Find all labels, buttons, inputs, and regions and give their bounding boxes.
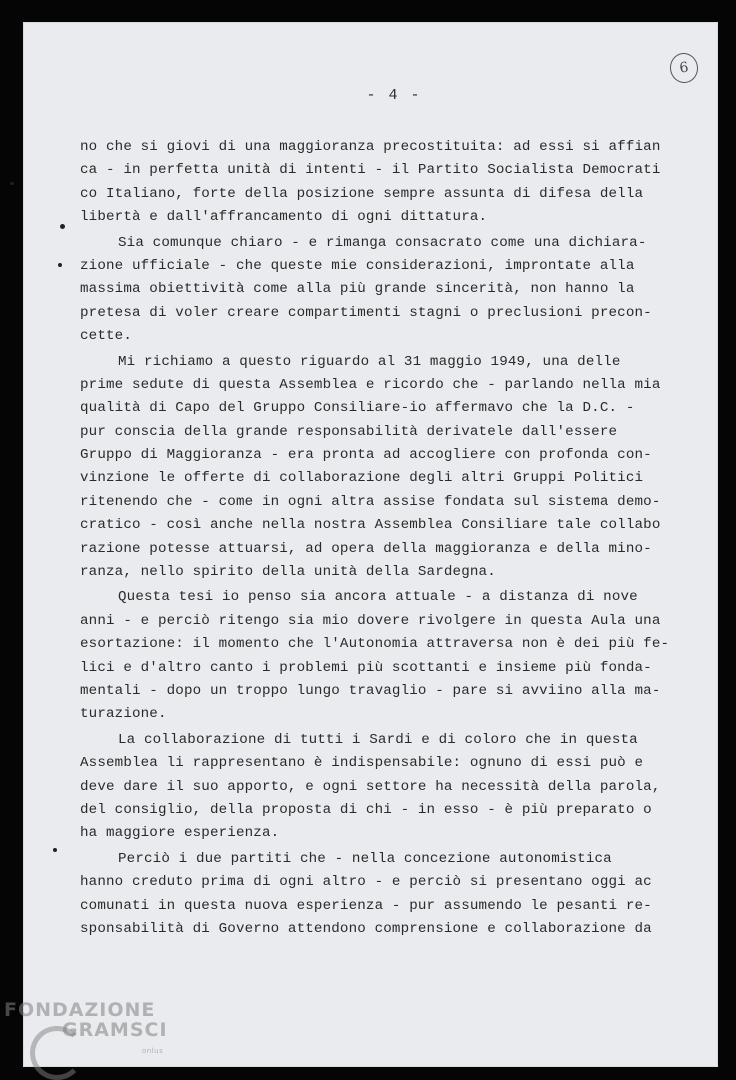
text-line: Mi richiamo a questo riguardo al 31 maggio 1949, una delle: [118, 353, 621, 370]
watermark-line3: onlus: [142, 1047, 164, 1055]
watermark-line1: FONDAZIONE: [4, 999, 156, 1021]
text-line: Questa tesi io penso sia ancora attuale - a distanza di nove: [118, 589, 638, 606]
watermark-line2: GRAMSCI: [62, 1019, 168, 1041]
text-line: pretesa di voler creare compartimenti stagni o preclusioni precon-: [80, 304, 652, 321]
document-body: [80, 136, 670, 941]
text-line: Gruppo di Maggioranza - era pronta ad accogliere con profonda con-: [80, 447, 652, 464]
text-line: deve dare il suo apporto, e ogni settore ha necessità della parola,: [80, 778, 661, 795]
watermark: [4, 999, 168, 1055]
text-line: no che si giovi di una maggioranza precostituita: ad essi si affian: [80, 139, 661, 155]
text-line: zione ufficiale - che queste mie considerazioni, improntate alla: [80, 257, 635, 274]
text-line: comunati in questa nuova esperienza - pur assumendo le pesanti re-: [80, 897, 652, 914]
text-line: del consiglio, della proposta di chi - in esso - è più preparato o: [80, 801, 652, 818]
text-line: co Italiano, forte della posizione sempre assunta di difesa della: [80, 185, 644, 202]
text-line: ritenendo che - come in ogni altra assise fondata sul sistema demo-: [80, 493, 661, 510]
text-line: lici e d'altro canto i problemi più scottanti e insieme più fonda-: [80, 659, 652, 676]
margin-mark: [60, 224, 65, 229]
text-line: razione potesse attuarsi, ad opera della maggioranza e della mino-: [80, 540, 652, 557]
text-line: cratico - così anche nella nostra Assemblea Consiliare tale collabo: [80, 517, 661, 534]
text-line: hanno creduto prima di ogni altro - e perciò si presentano oggi ac: [80, 874, 652, 891]
text-line: Sia comunque chiaro - e rimanga consacrato come una dichiara-: [118, 234, 647, 251]
page-number-text: - 4 -: [366, 87, 422, 104]
text-line: vinzione le offerte di collaborazione degli altri Gruppi Politici: [80, 470, 644, 487]
text-line: cette.: [80, 328, 132, 345]
text-line: anni - e perciò ritengo sia mio dovere rivolgere in questa Aula una: [80, 612, 661, 629]
text-line: ha maggiore esperienza.: [80, 825, 280, 842]
margin-mark: [58, 263, 62, 267]
text-line: turazione.: [80, 706, 167, 723]
text-line: sponsabilità di Governo attendono comprensione e collaborazione da: [80, 920, 652, 937]
handwritten-page-annotation: [668, 51, 700, 85]
text-line: qualità di Capo del Gruppo Consiliare-io affermavo che la D.C. -: [80, 400, 635, 417]
text-line: prime sedute di questa Assemblea e ricordo che - parlando nella mia: [80, 376, 661, 393]
text-line: massima obiettività come alla più grande sincerità, non hanno la: [80, 281, 635, 298]
margin-mark: [53, 848, 57, 852]
margin-mark: [10, 182, 14, 185]
text-line: Assemblea li rappresentano è indispensabile: ognuno di essi può e: [80, 755, 644, 772]
text-line: libertà e dall'affrancamento di ogni dittatura.: [80, 209, 488, 226]
text-line: mentali - dopo un troppo lungo travaglio - pare si avviino alla ma-: [80, 682, 661, 699]
text-line: La collaborazione di tutti i Sardi e di coloro che in questa: [118, 731, 638, 748]
page-number: [0, 87, 736, 104]
text-line: Perciò i due partiti che - nella concezione autonomistica: [118, 850, 612, 867]
text-line: ca - in perfetta unità di intenti - il Partito Socialista Democrati: [80, 162, 661, 179]
text-line: ranza, nello spirito della unità della Sardegna.: [80, 564, 496, 581]
text-line: esortazione: il momento che l'Autonomia attraversa non è dei più fe-: [80, 636, 670, 653]
text-line: pur conscia della grande responsabilità derivatele dall'essere: [80, 423, 618, 440]
annotation-text: 6: [678, 59, 690, 77]
